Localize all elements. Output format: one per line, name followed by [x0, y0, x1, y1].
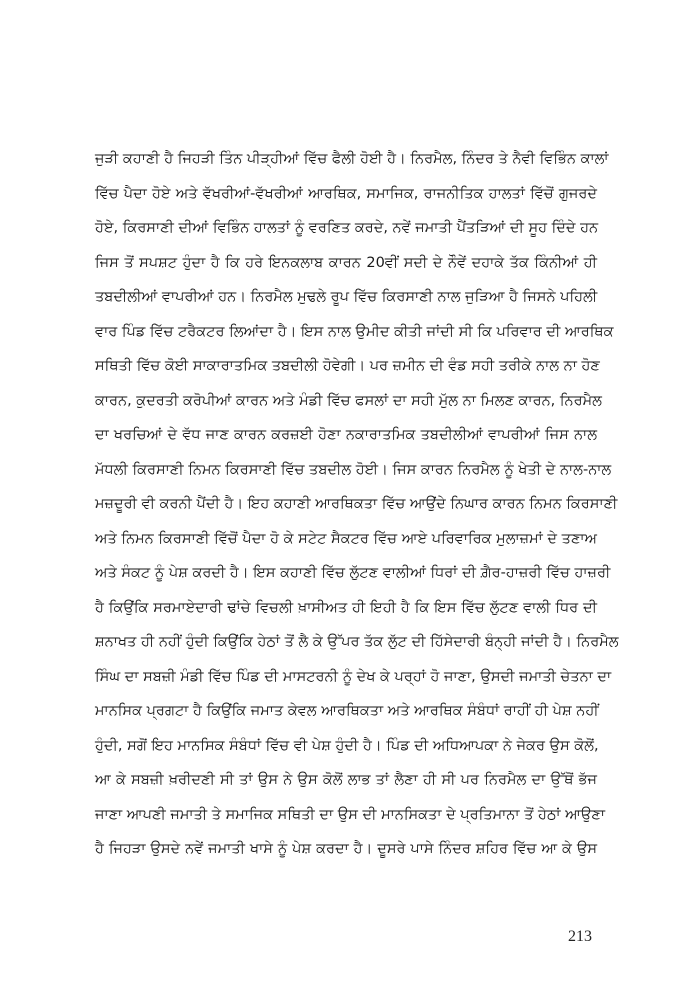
text-line: ਮਜ਼ਦੂਰੀ ਵੀ ਕਰਨੀ ਪੈਂਦੀ ਹੈ। ਇਹ ਕਹਾਣੀ ਆਰਥਿਕਤਾ ਵਿੱਚ ਆਉਂਦੇ ਨਿਘਾਰ ਕਾਰਨ ਨਿਮਨ ਕਿਰਸਾਣੀ — [95, 496, 618, 512]
text-line: ਦਾ ਖਰਚਿਆਂ ਦੇ ਵੱਧ ਜਾਣ ਕਾਰਨ ਕਰਜ਼ਈ ਹੋਣਾ ਨਕਾਰਾਤਮਿਕ ਤਬਦੀਲੀਆਂ ਵਾਪਰੀਆਂ ਜਿਸ ਨਾਲ — [95, 427, 597, 443]
text-line: ਮਾਨਸਿਕ ਪ੍ਰਗਟਾ ਹੈ ਕਿਉਂਕਿ ਜਮਾਤ ਕੇਵਲ ਆਰਥਿਕਤਾ ਅਤੇ ਆਰਥਿਕ ਸੰਬੰਧਾਂ ਰਾਹੀਂ ਹੀ ਪੇਸ਼ ਨਹੀਂ — [95, 703, 599, 719]
text-line: ਹੁੰਦੀ, ਸਗੋਂ ਇਹ ਮਾਨਸਿਕ ਸੰਬੰਧਾਂ ਵਿੱਚ ਵੀ ਪੇਸ਼ ਹੁੰਦੀ ਹੈ। ਪਿੰਡ ਦੀ ਅਧਿਆਪਕਾ ਨੇ ਜੇਕਰ ਉਸ ਕੋਲੋਂ, — [95, 737, 599, 754]
text-line: ਸਥਿਤੀ ਵਿੱਚ ਕੋਈ ਸਾਕਾਰਾਤਮਿਕ ਤਬਦੀਲੀ ਹੋਵੇਗੀ। ਪਰ ਜ਼ਮੀਨ ਦੀ ਵੰਡ ਸਹੀ ਤਰੀਕੇ ਨਾਲ ਨਾ ਹੋਣ — [95, 358, 600, 374]
text-line: ਹੈ ਜਿਹੜਾ ਉਸਦੇ ਨਵੇਂ ਜਮਾਤੀ ਖਾਸੇ ਨੂੰ ਪੇਸ਼ ਕਰਦਾ ਹੈ। ਦੂਸਰੇ ਪਾਸੇ ਨਿੰਦਰ ਸ਼ਹਿਰ ਵਿੱਚ ਆ ਕੇ ਉਸ — [95, 841, 597, 857]
text-line: ਵਿੱਚ ਪੈਦਾ ਹੋਏ ਅਤੇ ਵੱਖਰੀਆਂ-ਵੱਖਰੀਆਂ ਆਰਥਿਕ, ਸਮਾਜਿਕ, ਰਾਜਨੀਤਿਕ ਹਾਲਤਾਂ ਵਿੱਚੋਂ ਗੁਜਰਦੇ — [95, 185, 597, 202]
text-line: ਅਤੇ ਨਿਮਨ ਕਿਰਸਾਣੀ ਵਿੱਚੋਂ ਪੈਦਾ ਹੋ ਕੇ ਸਟੇਟ ਸੈਕਟਰ ਵਿੱਚ ਆਏ ਪਰਿਵਾਰਿਕ ਮੁਲਾਜ਼ਮਾਂ ਦੇ ਤਣਾਅ — [95, 530, 597, 547]
text-line: ਸਿੰਘ ਦਾ ਸਬਜ਼ੀ ਮੰਡੀ ਵਿੱਚ ਪਿੰਡ ਦੀ ਮਾਸਟਰਨੀ ਨੂੰ ਦੇਖ ਕੇ ਪਰ੍ਹਾਂ ਹੋ ਜਾਣਾ, ਉਸਦੀ ਜਮਾਤੀ ਚੇਤਨਾ ਦਾ — [95, 668, 612, 685]
text-line: ਸ਼ਨਾਖਤ ਹੀ ਨਹੀਂ ਹੁੰਦੀ ਕਿਉਂਕਿ ਹੇਠਾਂ ਤੋਂ ਲੈ ਕੇ ਉੱਪਰ ਤੱਕ ਲੁੱਟ ਦੀ ਹਿੱਸੇਦਾਰੀ ਬੰਨ੍ਹੀ ਜਾਂਦੀ ਹੈ। ਨਿਰਮੈਲ — [95, 634, 619, 650]
text-line: ਆ ਕੇ ਸਬਜ਼ੀ ਖ਼ਰੀਦਣੀ ਸੀ ਤਾਂ ਉਸ ਨੇ ਉਸ ਕੋਲੋਂ ਲਾਭ ਤਾਂ ਲੈਣਾ ਹੀ ਸੀ ਪਰ ਨਿਰਮੈਲ ਦਾ ਉੱਥੋਂ ਭੱਜ — [95, 772, 597, 788]
text-line: ਅਤੇ ਸੰਕਟ ਨੂੰ ਪੇਸ਼ ਕਰਦੀ ਹੈ। ਇਸ ਕਹਾਣੀ ਵਿੱਚ ਲੁੱਟਣ ਵਾਲੀਆਂ ਧਿਰਾਂ ਦੀ ਗ਼ੈਰ-ਹਾਜ਼ਰੀ ਵਿੱਚ ਹਾਜ਼ਰੀ — [95, 565, 611, 581]
text-line: ਜਾਣਾ ਆਪਣੀ ਜਮਾਤੀ ਤੇ ਸਮਾਜਿਕ ਸਥਿਤੀ ਦਾ ਉਸ ਦੀ ਮਾਨਸਿਕਤਾ ਦੇ ਪ੍ਰਤਿਮਾਨਾ ਤੋਂ ਹੇਠਾਂ ਆਉਣਾ — [95, 806, 605, 823]
text-line: ਮੱਧਲੀ ਕਿਰਸਾਣੀ ਨਿਮਨ ਕਿਰਸਾਣੀ ਵਿੱਚ ਤਬਦੀਲ ਹੋਈ। ਜਿਸ ਕਾਰਨ ਨਿਰਮੈਲ ਨੂੰ ਖੇਤੀ ਦੇ ਨਾਲ-ਨਾਲ — [95, 461, 612, 478]
text-line: ਕਾਰਨ, ਕੁਦਰਤੀ ਕਰੋਪੀਆਂ ਕਾਰਨ ਅਤੇ ਮੰਡੀ ਵਿੱਚ ਫਸਲਾਂ ਦਾ ਸਹੀ ਮੁੱਲ ਨਾ ਮਿਲਣ ਕਾਰਨ, ਨਿਰਮੈਲ — [95, 392, 602, 409]
text-line: ਹੋਏ, ਕਿਰਸਾਣੀ ਦੀਆਂ ਵਿਭਿੰਨ ਹਾਲਤਾਂ ਨੂੰ ਵਰਣਿਤ ਕਰਦੇ, ਨਵੇਂ ਜਮਾਤੀ ਪੈਂਤੜਿਆਂ ਦੀ ਸੂਹ ਦਿੰਦੇ ਹਨ — [95, 220, 599, 236]
text-line: ਜੁੜੀ ਕਹਾਣੀ ਹੈ ਜਿਹੜੀ ਤਿੰਨ ਪੀੜ੍ਹੀਆਂ ਵਿੱਚ ਫੈਲੀ ਹੋਈ ਹੈ। ਨਿਰਮੈਲ, ਨਿੰਦਰ ਤੇ ਨੈਵੀ ਵਿਭਿੰਨ ਕਾਲਾਂ — [95, 151, 609, 167]
text-line: ਜਿਸ ਤੋਂ ਸਪਸ਼ਟ ਹੁੰਦਾ ਹੈ ਕਿ ਹਰੇ ਇਨਕਲਾਬ ਕਾਰਨ 20ਵੀਂ ਸਦੀ ਦੇ ਨੌਵੇਂ ਦਹਾਕੇ ਤੱਕ ਕਿੰਨੀਆਂ ਹੀ — [95, 254, 597, 271]
text-line: ਵਾਰ ਪਿੰਡ ਵਿੱਚ ਟਰੈਕਟਰ ਲਿਆਂਦਾ ਹੈ। ਇਸ ਨਾਲ ਉਮੀਦ ਕੀਤੀ ਜਾਂਦੀ ਸੀ ਕਿ ਪਰਿਵਾਰ ਦੀ ਆਰਥਿਕ — [95, 323, 614, 340]
body-paragraph — [95, 142, 619, 867]
text-line: ਤਬਦੀਲੀਆਂ ਵਾਪਰੀਆਂ ਹਨ। ਨਿਰਮੈਲ ਮੁਢਲੇ ਰੂਪ ਵਿੱਚ ਕਿਰਸਾਣੀ ਨਾਲ ਜੁੜਿਆ ਹੈ ਜਿਸਨੇ ਪਹਿਲੀ — [95, 289, 598, 305]
page-number: 213 — [568, 928, 592, 945]
text-line: ਹੈ ਕਿਉਂਕਿ ਸਰਮਾਏਦਾਰੀ ਢਾਂਚੇ ਵਿਚਲੀ ਖ਼ਾਸੀਅਤ ਹੀ ਇਹੀ ਹੈ ਕਿ ਇਸ ਵਿੱਚ ਲੁੱਟਣ ਵਾਲੀ ਧਿਰ ਦੀ — [95, 599, 597, 616]
